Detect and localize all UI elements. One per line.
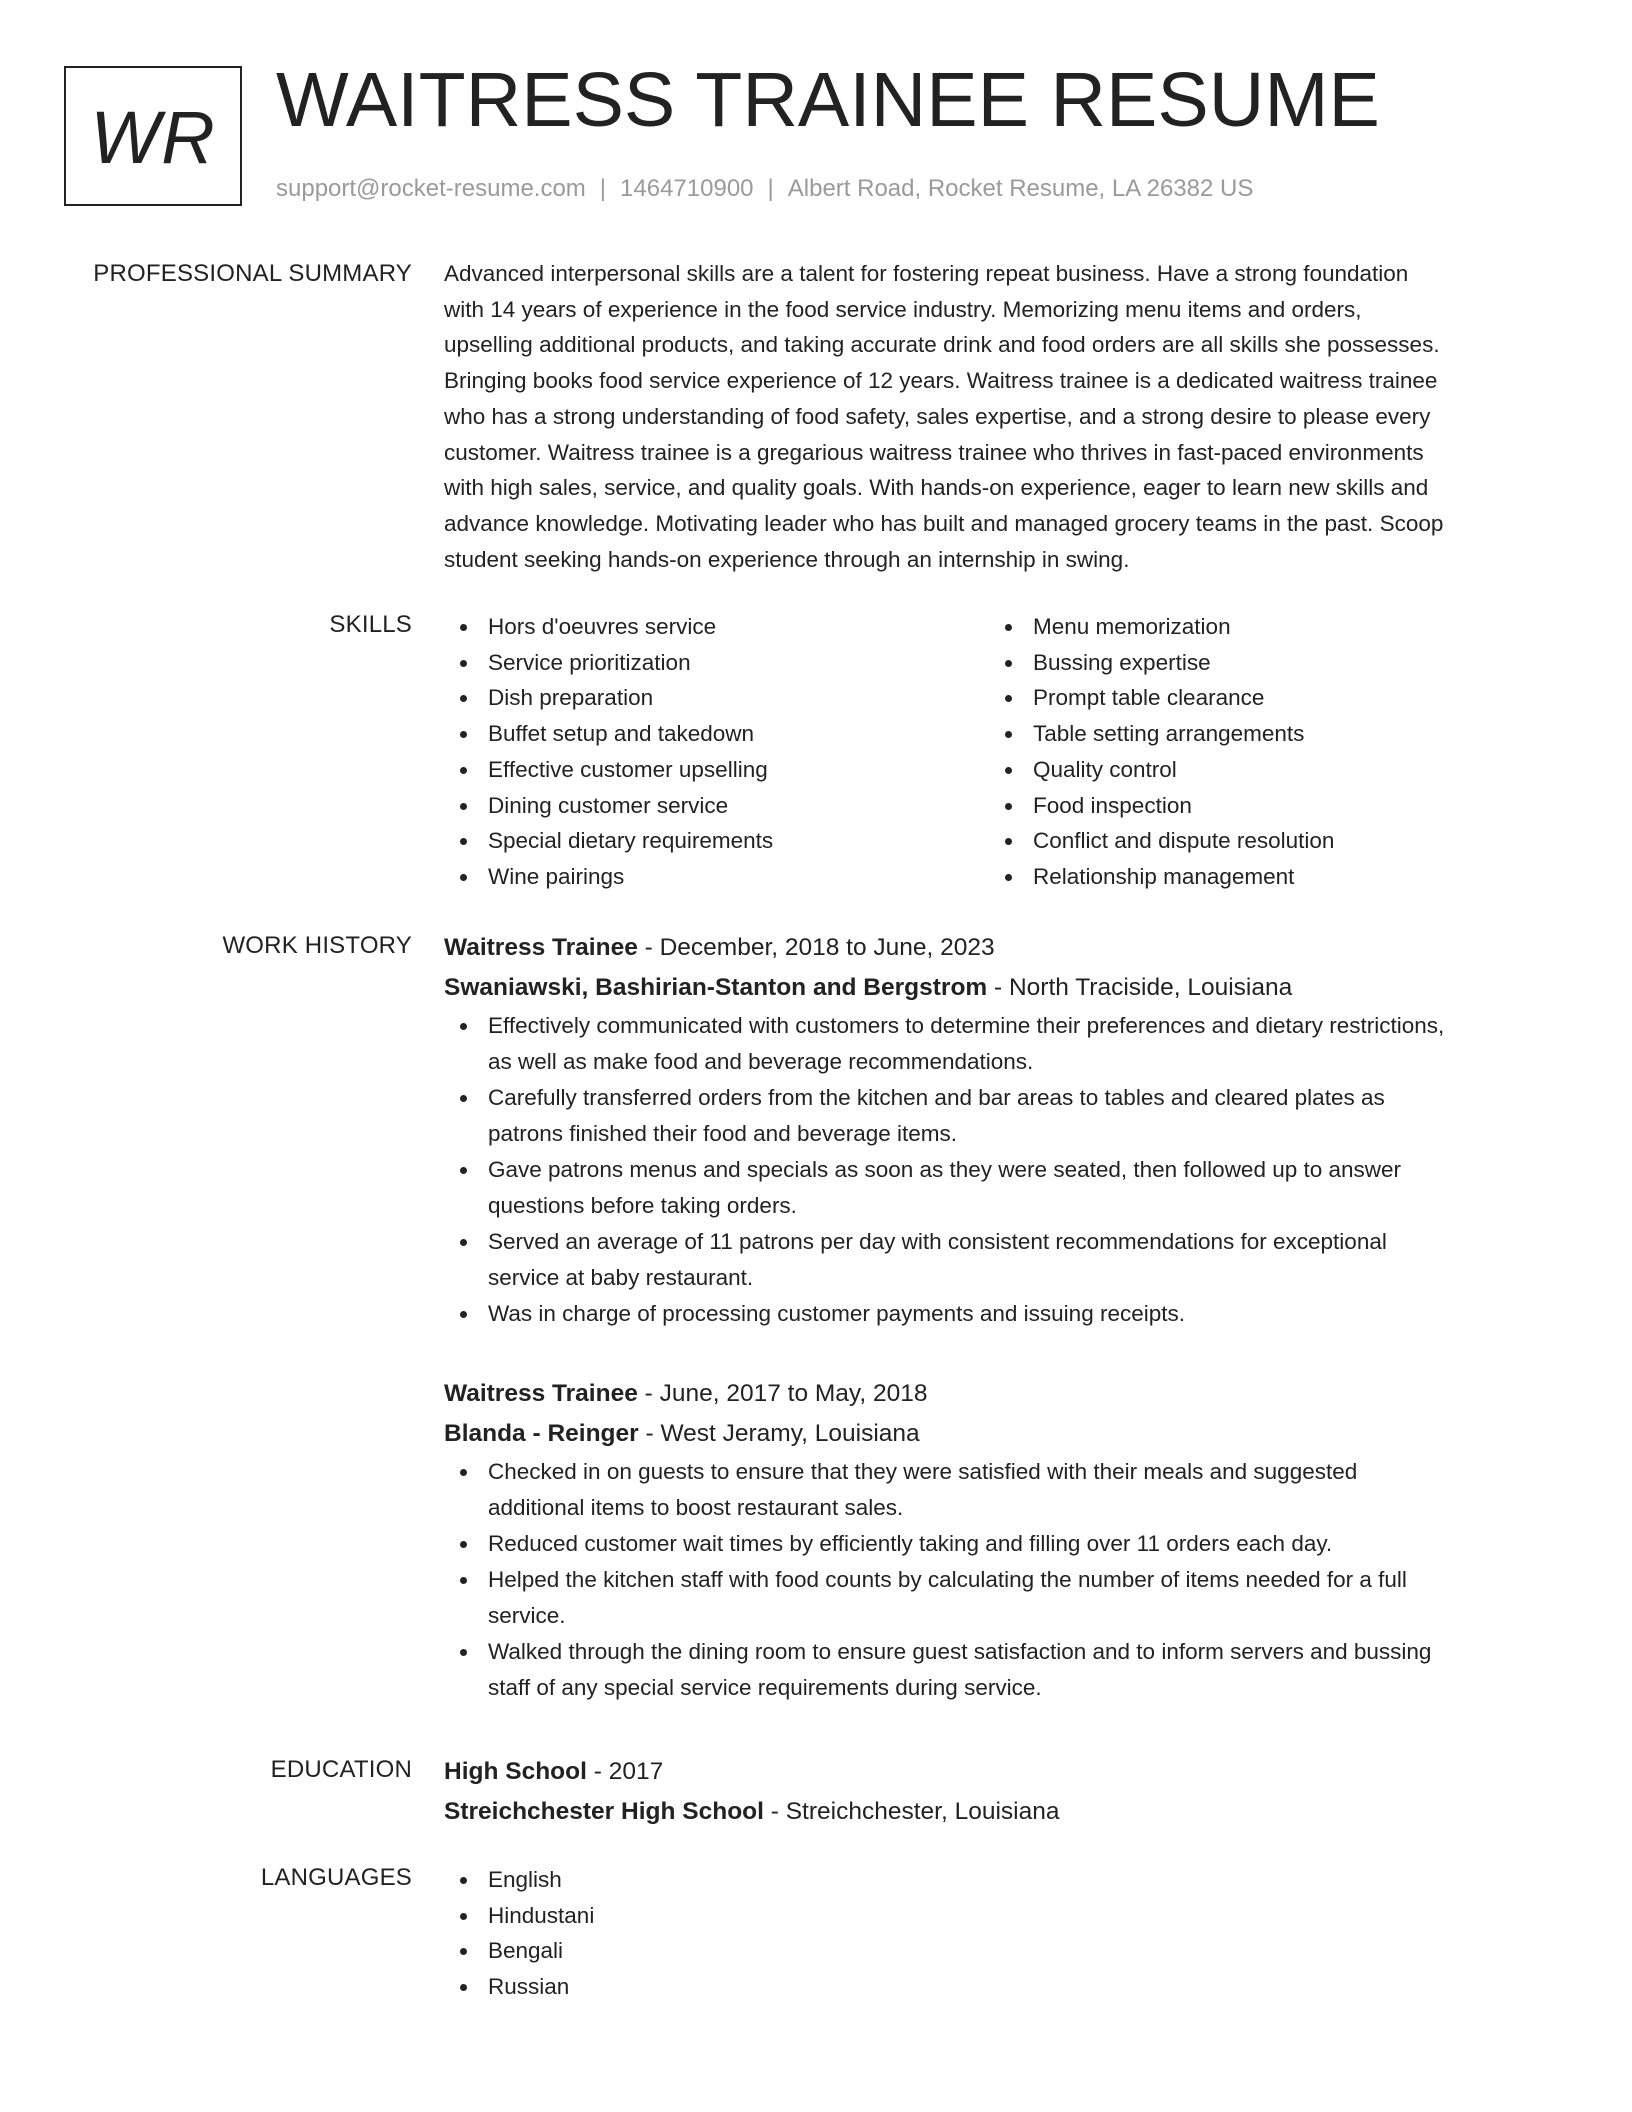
- job-company: Swaniawski, Bashirian-Stanton and Bergstrom: [444, 974, 988, 1001]
- job-duty: Reduced customer wait times by efficiently taking and filling over 11 orders each day.: [444, 1526, 1562, 1562]
- job-dates: - December, 2018 to June, 2023: [637, 934, 995, 961]
- skills-list-right: [989, 609, 1534, 895]
- skill-item: Prompt table clearance: [989, 680, 1534, 716]
- skill-item: Dining customer service: [444, 788, 989, 824]
- summary-text: [444, 256, 1562, 577]
- skill-item: Table setting arrangements: [989, 716, 1534, 752]
- skill-item: Relationship management: [989, 859, 1534, 895]
- summary-line: upselling additional products, and taking accurate drink and food orders are all skills she possesses.: [444, 332, 1440, 358]
- contact-email: support@rocket-resume.com: [276, 175, 586, 202]
- job-entry: [444, 1374, 1562, 1706]
- summary-body: [444, 256, 1562, 577]
- job-title-line: [444, 928, 1562, 968]
- languages-body: [444, 1862, 1562, 2005]
- job-company-line: [444, 1414, 1562, 1454]
- job-duty: Served an average of 11 patrons per day with consistent recommendations for exceptional service at baby restaurant.: [444, 1224, 1562, 1296]
- education-school: Streichchester High School: [444, 1798, 764, 1825]
- language-item: Russian: [444, 1969, 1562, 2005]
- skill-item: Wine pairings: [444, 859, 989, 895]
- education-heading: EDUCATION: [270, 1756, 412, 1783]
- skills-heading: SKILLS: [329, 611, 412, 638]
- work-history-heading: WORK HISTORY: [222, 932, 412, 959]
- skill-item: Hors d'oeuvres service: [444, 609, 989, 645]
- job-duty: Carefully transferred orders from the kitchen and bar areas to tables and cleared plates as patrons finished their food and beverage items.: [444, 1080, 1562, 1152]
- skills-body: [444, 609, 1562, 895]
- skill-item: Service prioritization: [444, 645, 989, 681]
- education-school-line: [444, 1792, 1562, 1832]
- summary-line: student seeking hands-on experience through an internship in swing.: [444, 546, 1130, 572]
- job-duties-list: [444, 1454, 1562, 1706]
- skill-item: Bussing expertise: [989, 645, 1534, 681]
- skill-item: Effective customer upselling: [444, 752, 989, 788]
- contact-phone: 1464710900: [620, 175, 754, 202]
- languages-list: [444, 1862, 1562, 2005]
- contact-line: [276, 174, 1253, 204]
- education-degree: High School: [444, 1758, 587, 1785]
- job-duties-list: [444, 1008, 1562, 1332]
- job-duty: Gave patrons menus and specials as soon as they were seated, then followed up to answer questions before taking orders.: [444, 1152, 1562, 1224]
- job-duty: Walked through the dining room to ensure guest satisfaction and to inform servers and bussing staff of any special service requirements during service.: [444, 1634, 1562, 1706]
- language-item: English: [444, 1862, 1562, 1898]
- summary-line: customer. Waitress trainee is a gregarious waitress trainee who thrives in fast-paced environments: [444, 439, 1424, 465]
- summary-line: advance knowledge. Motivating leader who has built and managed grocery teams in the past. Scoop: [444, 510, 1444, 536]
- skills-list-left: [444, 609, 989, 895]
- skill-item: Special dietary requirements: [444, 823, 989, 859]
- summary-line: with 14 years of experience in the food service industry. Memorizing menu items and orders,: [444, 296, 1362, 322]
- job-company: Blanda - Reinger: [444, 1420, 639, 1447]
- skill-item: Quality control: [989, 752, 1534, 788]
- monogram-box: [64, 66, 242, 206]
- job-duty: Helped the kitchen staff with food counts by calculating the number of items needed for a full service.: [444, 1562, 1562, 1634]
- job-title: Waitress Trainee: [444, 934, 638, 961]
- languages-heading: LANGUAGES: [260, 1864, 412, 1891]
- skill-item: Dish preparation: [444, 680, 989, 716]
- contact-address: Albert Road, Rocket Resume, LA 26382 US: [787, 175, 1254, 202]
- education-degree-line: [444, 1752, 1562, 1792]
- contact-separator: |: [599, 175, 607, 202]
- job-company-line: [444, 968, 1562, 1008]
- education-body: [444, 1752, 1562, 1832]
- summary-line: Bringing books food service experience of 12 years. Waitress trainee is a dedicated waitress trainee: [444, 368, 1438, 394]
- resume-title: WAITRESS TRAINEE RESUME: [276, 57, 1380, 143]
- language-item: Hindustani: [444, 1898, 1562, 1934]
- skill-item: Menu memorization: [989, 609, 1534, 645]
- job-location: - West Jeramy, Louisiana: [638, 1420, 920, 1447]
- job-title-line: [444, 1374, 1562, 1414]
- job-duty: Effectively communicated with customers to determine their preferences and dietary restrictions, as well as make food and beverage recommendations.: [444, 1008, 1562, 1080]
- monogram-initials: WR: [90, 96, 216, 179]
- skill-item: Food inspection: [989, 788, 1534, 824]
- education-location: - Streichchester, Louisiana: [763, 1798, 1060, 1825]
- job-location: - North Traciside, Louisiana: [987, 974, 1293, 1001]
- education-year: - 2017: [586, 1758, 664, 1785]
- language-item: Bengali: [444, 1933, 1562, 1969]
- summary-line: Advanced interpersonal skills are a talent for fostering repeat business. Have a strong foundation: [444, 261, 1409, 286]
- summary-line: who has a strong understanding of food safety, sales expertise, and a strong desire to please every: [444, 403, 1431, 429]
- job-duty: Was in charge of processing customer payments and issuing receipts.: [444, 1296, 1562, 1332]
- skill-item: Conflict and dispute resolution: [989, 823, 1534, 859]
- job-dates: - June, 2017 to May, 2018: [637, 1380, 928, 1407]
- job-title: Waitress Trainee: [444, 1380, 638, 1407]
- job-duty: Checked in on guests to ensure that they were satisfied with their meals and suggested additional items to boost restaurant sales.: [444, 1454, 1562, 1526]
- skill-item: Buffet setup and takedown: [444, 716, 989, 752]
- job-entry: [444, 928, 1562, 1332]
- summary-heading: PROFESSIONAL SUMMARY: [93, 260, 412, 287]
- contact-separator: |: [767, 175, 774, 202]
- summary-line: with high sales, service, and quality goals. With hands-on experience, eager to learn new skills and: [444, 475, 1429, 501]
